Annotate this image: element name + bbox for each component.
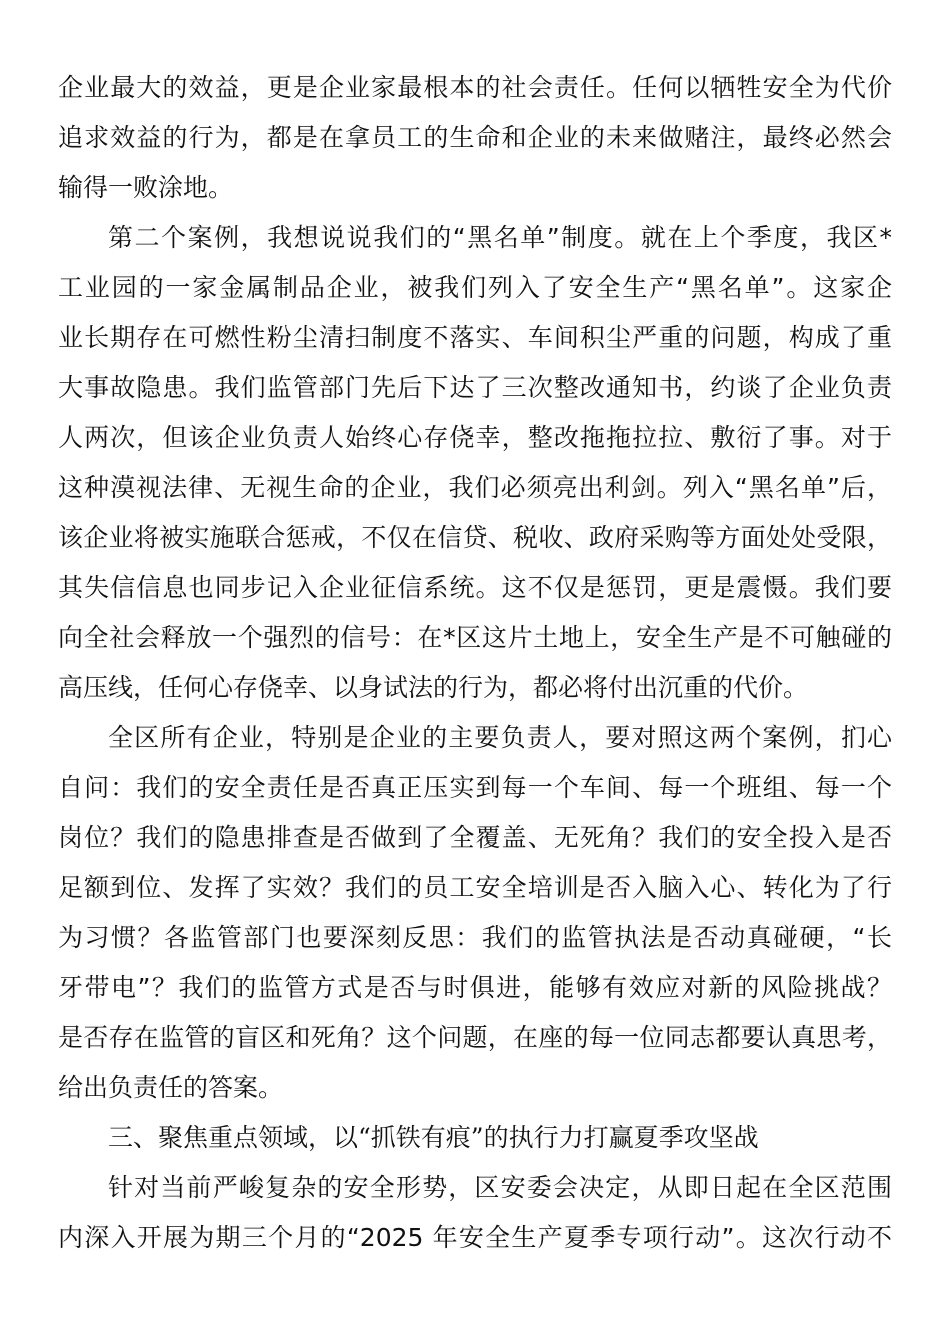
section-heading: 三、聚焦重点领域，以“抓铁有痕”的执行力打赢夏季攻坚战 (108, 1123, 759, 1152)
text-line: 是否存在监管的盲区和死角？这个问题，在座的每一位同志都要认真思考， (58, 1023, 892, 1052)
text-line: 业长期存在可燃性粉尘清扫制度不落实、车间积尘严重的问题，构成了重 (58, 323, 892, 352)
text-line: 足额到位、发挥了实效？我们的员工安全培训是否入脑入心、转化为了行 (58, 873, 892, 902)
text-line: 为习惯？各监管部门也要深刻反思：我们的监管执法是否动真碰硬，“长 (58, 923, 892, 952)
text-line: 向全社会释放一个强烈的信号：在*区这片土地上，安全生产是不可触碰的 (58, 623, 892, 652)
text-line: 工业园的一家金属制品企业，被我们列入了安全生产“黑名单”。这家企 (58, 273, 892, 302)
text-line: 岗位？我们的隐患排查是否做到了全覆盖、无死角？我们的安全投入是否 (58, 823, 892, 852)
text-line: 内深入开展为期三个月的“2025 年安全生产夏季专项行动”。这次行动不 (58, 1223, 892, 1252)
text-line: 针对当前严峻复杂的安全形势，区安委会决定，从即日起在全区范围 (108, 1173, 892, 1202)
text-line: 其失信信息也同步记入企业征信系统。这不仅是惩罚，更是震慑。我们要 (58, 573, 892, 602)
text-line: 全区所有企业，特别是企业的主要负责人，要对照这两个案例，扪心 (108, 723, 892, 752)
text-line: 高压线，任何心存侥幸、以身试法的行为，都必将付出沉重的代价。 (58, 673, 809, 702)
text-line: 企业最大的效益，更是企业家最根本的社会责任。任何以牺牲安全为代价 (58, 73, 892, 102)
text-line: 自问：我们的安全责任是否真正压实到每一个车间、每一个班组、每一个 (58, 773, 892, 802)
text-line: 第二个案例，我想说说我们的“黑名单”制度。就在上个季度，我区* (108, 223, 892, 252)
text-line: 这种漠视法律、无视生命的企业，我们必须亮出利剑。列入“黑名单”后， (58, 473, 892, 502)
text-line: 牙带电”？我们的监管方式是否与时俱进，能够有效应对新的风险挑战？ (58, 973, 892, 1002)
text-line: 追求效益的行为，都是在拿员工的生命和企业的未来做赌注，最终必然会 (58, 123, 892, 152)
text-line: 人两次，但该企业负责人始终心存侥幸，整改拖拖拉拉、敷衍了事。对于 (58, 423, 892, 452)
text-line: 给出负责任的答案。 (58, 1073, 284, 1102)
text-line: 大事故隐患。我们监管部门先后下达了三次整改通知书，约谈了企业负责 (58, 373, 892, 402)
text-line: 输得一败涂地。 (58, 173, 234, 202)
text-line: 该企业将被实施联合惩戒，不仅在信贷、税收、政府采购等方面处处受限， (58, 523, 892, 552)
